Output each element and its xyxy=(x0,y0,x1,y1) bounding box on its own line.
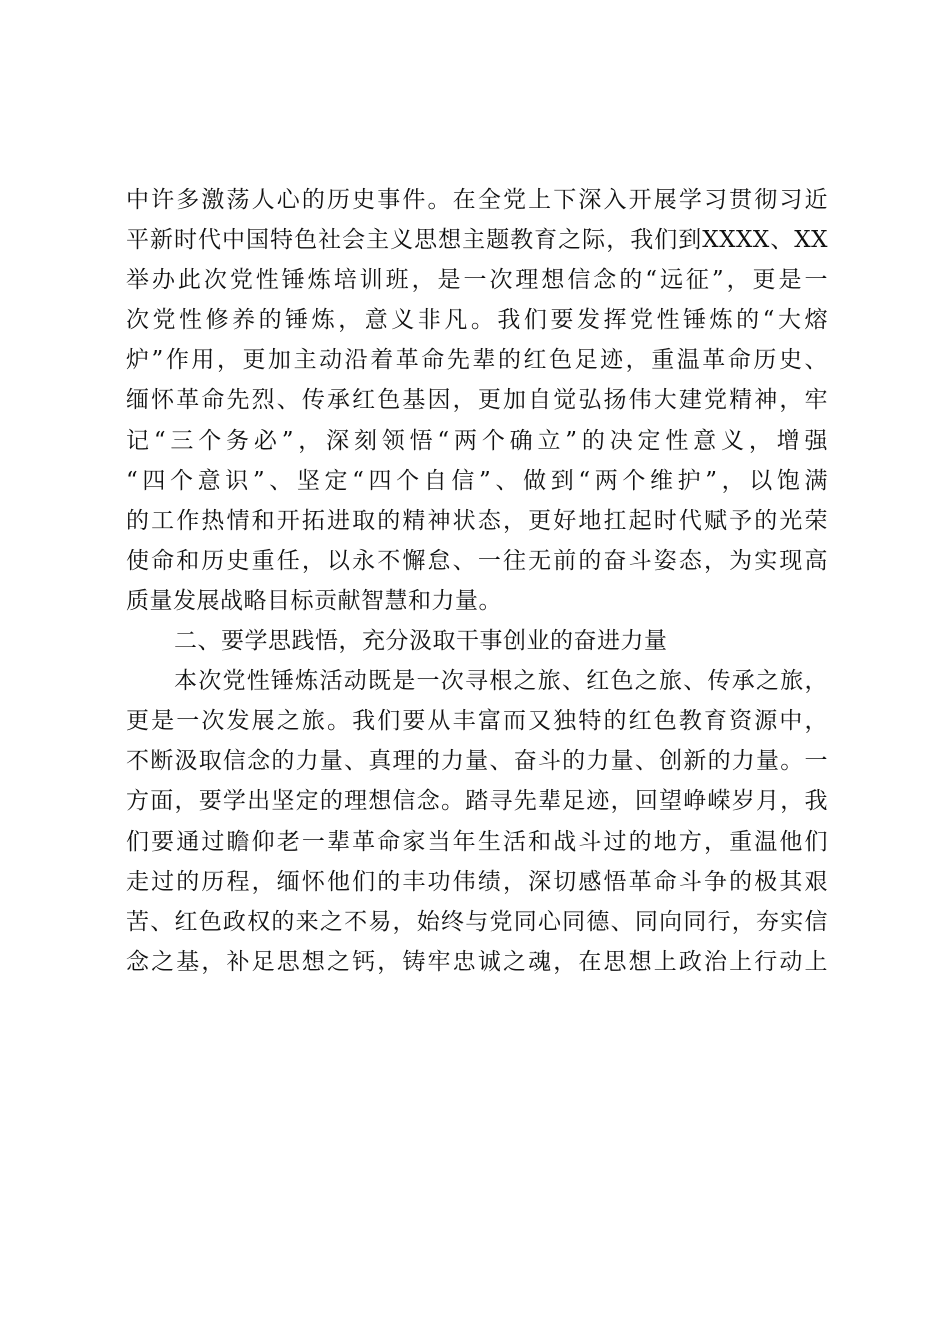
text-line: 本次党性锤炼活动既是一次寻根之旅、红色之旅、传承之旅， xyxy=(174,668,828,695)
text-line: 举办此次党性锤炼培训班，是一次理想信念的“远征”，更是一 xyxy=(126,267,828,294)
paragraph-continued xyxy=(126,180,828,621)
text-line: 炉”作用，更加主动沿着革命先辈的红色足迹，重温革命历史、 xyxy=(126,347,828,374)
text-line: 记“三个务必”，深刻领悟“两个确立”的决定性意义，增强 xyxy=(126,427,828,454)
text-line: 的工作热情和开拓进取的精神状态，更好地扛起时代赋予的光荣 xyxy=(126,507,828,534)
text-line: 次党性修养的锤炼，意义非凡。我们要发挥党性锤炼的“大熔 xyxy=(126,307,828,334)
text-line: 更是一次发展之旅。我们要从丰富而又独特的红色教育资源中， xyxy=(126,708,828,735)
text-line: 缅怀革命先烈、传承红色基因，更加自觉弘扬伟大建党精神，牢 xyxy=(126,387,828,414)
text-line: 方面，要学出坚定的理想信念。踏寻先辈足迹，回望峥嵘岁月，我 xyxy=(126,788,828,815)
text-line: 中许多激荡人心的历史事件。在全党上下深入开展学习贯彻习近 xyxy=(126,187,828,213)
text-line: “四个意识”、坚定“四个自信”、做到“两个维护”，以饱满 xyxy=(126,467,828,494)
paragraph xyxy=(126,661,828,982)
text-line: 平新时代中国特色社会主义思想主题教育之际，我们到XXXX、XX xyxy=(126,227,828,254)
section-heading: 二、要学思践悟，充分汲取干事创业的奋进力量 xyxy=(174,628,668,655)
text-line: 使命和历史重任，以永不懈怠、一往无前的奋斗姿态，为实现高 xyxy=(126,547,828,574)
text-line: 苦、红色政权的来之不易，始终与党同心同德、同向同行，夯实信 xyxy=(126,908,828,935)
document-body xyxy=(126,180,828,982)
text-line: 走过的历程，缅怀他们的丰功伟绩，深切感悟革命斗争的极其艰 xyxy=(126,868,828,895)
text-line: 质量发展战略目标贡献智慧和力量。 xyxy=(126,587,502,614)
text-line: 不断汲取信念的力量、真理的力量、奋斗的力量、创新的力量。一 xyxy=(126,748,828,775)
text-line: 念之基，补足思想之钙，铸牢忠诚之魂，在思想上政治上行动上 xyxy=(126,948,828,975)
text-line: 们要通过瞻仰老一辈革命家当年生活和战斗过的地方，重温他们 xyxy=(126,828,828,855)
